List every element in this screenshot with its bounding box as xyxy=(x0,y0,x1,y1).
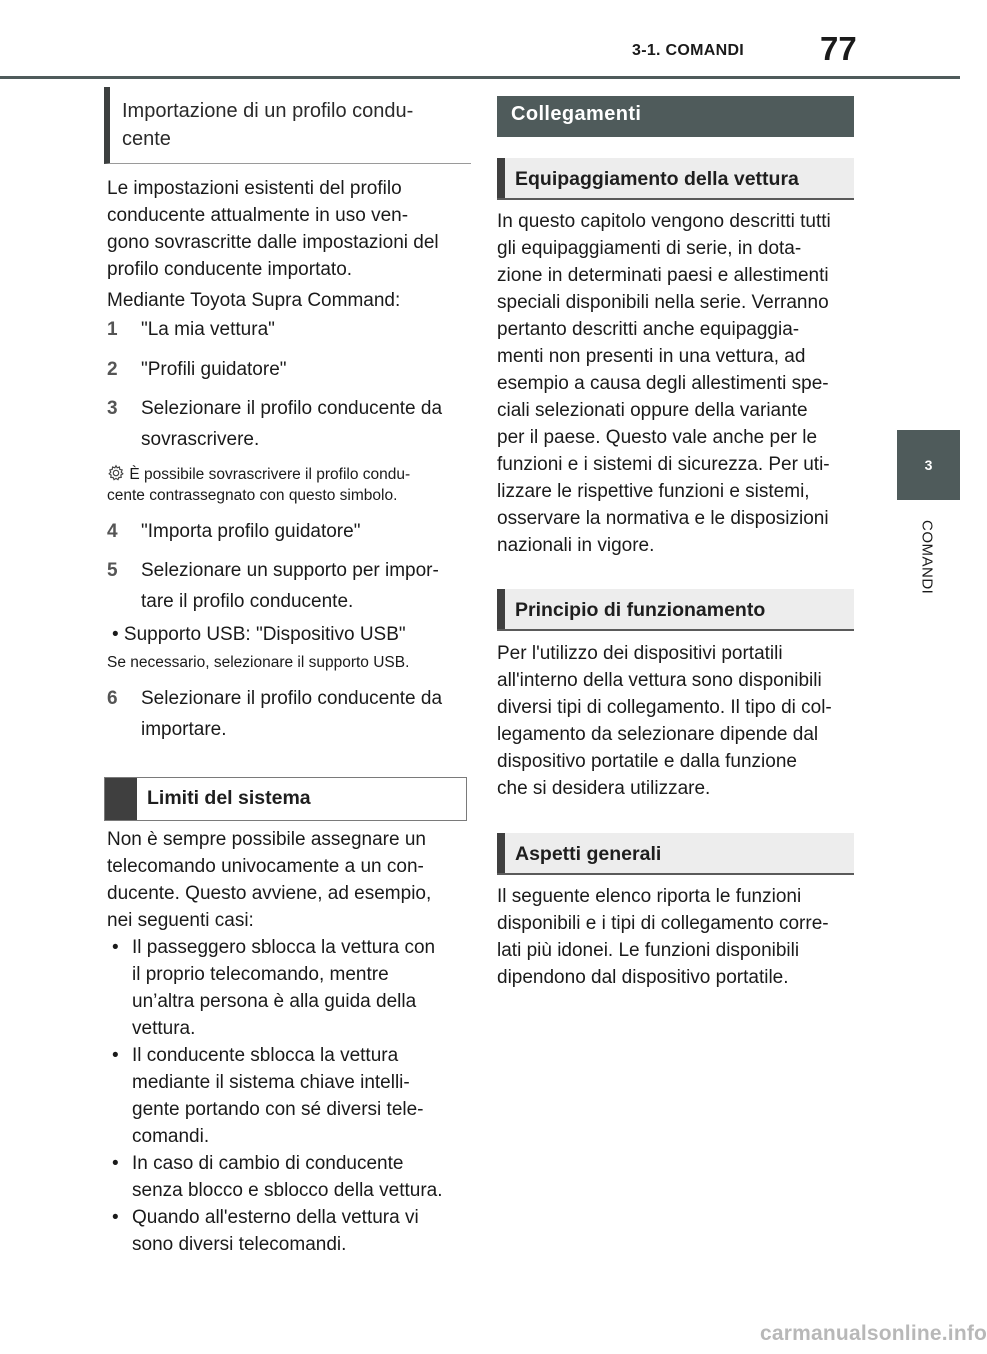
paragraph-line: dispositivo portatile e dalla funzione xyxy=(497,751,797,772)
collegamenti-heading xyxy=(497,96,854,137)
limits-heading xyxy=(104,777,467,821)
usb-bullet: • Supporto USB: "Dispositivo USB" xyxy=(112,624,406,645)
limits-line: Non è sempre possibile assegnare un xyxy=(107,829,426,850)
step-number: 1 xyxy=(107,319,118,340)
command-intro: Mediante Toyota Supra Command: xyxy=(107,290,401,311)
equip-heading-text: Equipaggiamento della vettura xyxy=(515,168,799,190)
list-item: • Quando all'esterno della vettura vi sono diversi telecomandi. xyxy=(112,1204,472,1258)
paragraph-line: Per l'utilizzo dei dispositivi portatili xyxy=(497,643,783,664)
paragraph-line: che si desidera utilizzare. xyxy=(497,778,711,799)
limits-line: telecomando univocamente a un con- xyxy=(107,856,424,877)
step-2 xyxy=(107,354,287,385)
bullet-line: il proprio telecomando, mentre xyxy=(132,964,389,985)
list-item: • In caso di cambio di conducente senza blocco e sblocco della vettura. xyxy=(112,1150,472,1204)
bullet-line: sono diversi telecomandi. xyxy=(132,1234,347,1255)
paragraph-line: In questo capitolo vengono descritti tutti xyxy=(497,211,831,232)
step-text: "Importa profilo guidatore" xyxy=(141,521,361,542)
limits-intro xyxy=(107,826,467,934)
step-number: 2 xyxy=(107,359,118,380)
principio-heading xyxy=(497,589,854,631)
limits-heading-text: Limiti del sistema xyxy=(147,787,311,809)
bullet-line: comandi. xyxy=(132,1126,210,1147)
limits-bullets xyxy=(112,934,472,1258)
heading-bar xyxy=(497,589,505,629)
step-number: 5 xyxy=(107,560,118,581)
intro-line: Le impostazioni esistenti del profilo xyxy=(107,178,402,199)
bullet-line: Quando all'esterno della vettura vi xyxy=(132,1207,419,1228)
paragraph-line: dipendono dal dispositivo portatile. xyxy=(497,967,789,988)
step-text: Selezionare un supporto per impor- tare il profilo conducente. xyxy=(141,560,439,612)
paragraph-line: zione in determinati paesi e allestimenti xyxy=(497,265,829,286)
paragraph-line: per il paese. Questo vale anche per le xyxy=(497,427,818,448)
overwrite-note xyxy=(107,464,467,506)
intro-line: gono sovrascritte dalle impostazioni del xyxy=(107,232,439,253)
paragraph-line: lizzare le rispettive funzioni e sistemi, xyxy=(497,481,810,502)
paragraph-line: diversi tipi di collegamento. Il tipo di col- xyxy=(497,697,832,718)
page-number: 77 xyxy=(820,30,857,67)
step-number: 6 xyxy=(107,688,118,709)
import-intro xyxy=(107,175,467,283)
intro-line: conducente attualmente in uso ven- xyxy=(107,205,409,226)
step-text: "La mia vettura" xyxy=(141,319,275,340)
section-title: 3-1. COMANDI xyxy=(632,42,745,59)
gear-icon xyxy=(107,464,125,482)
step-text: Selezionare il profilo conducente da importare. xyxy=(141,688,443,740)
limits-line: ducente. Questo avviene, ad esempio, xyxy=(107,883,432,904)
aspetti-heading-text: Aspetti generali xyxy=(515,843,662,865)
step-4 xyxy=(107,516,360,547)
paragraph-line: disponibili e i tipi di collegamento corre- xyxy=(497,913,829,934)
step-number: 3 xyxy=(107,398,118,419)
bullet-line: un’altra persona è alla guida della xyxy=(132,991,417,1012)
paragraph-line: funzioni e i sistemi di sicurezza. Per uti- xyxy=(497,454,830,475)
paragraph-line: esempio a causa degli allestimenti spe- xyxy=(497,373,829,394)
principio-paragraph xyxy=(497,640,857,802)
paragraph-line: osservare la normativa e le disposizioni xyxy=(497,508,829,529)
heading-bar xyxy=(105,778,137,820)
bullet-line: gente portando con sé diversi tele- xyxy=(132,1099,424,1120)
list-item: • Il conducente sblocca la vettura mediante il sistema chiave intelli- gente portando con sé diversi tele- comandi. xyxy=(112,1042,472,1150)
chapter-side-label-text: COMANDI xyxy=(918,520,936,595)
bullet-line: Il conducente sblocca la vettura xyxy=(132,1045,399,1066)
equip-paragraph xyxy=(497,208,857,559)
paragraph-line: Il seguente elenco riporta le funzioni xyxy=(497,886,802,907)
header-divider xyxy=(0,76,960,79)
chapter-side-label xyxy=(892,520,962,640)
intro-line: profilo conducente importato. xyxy=(107,259,353,280)
bullet-line: senza blocco e sblocco della vettura. xyxy=(132,1180,443,1201)
limits-line: nei seguenti casi: xyxy=(107,910,254,931)
watermark: carmanualsonline.info xyxy=(760,1322,987,1345)
step-number: 4 xyxy=(107,521,118,542)
chapter-tab: 3 xyxy=(897,430,960,500)
paragraph-line: gli equipaggiamenti di serie, in dota- xyxy=(497,238,802,259)
step-1 xyxy=(107,314,275,345)
heading-bar xyxy=(497,158,505,198)
bullet-line: In caso di cambio di conducente xyxy=(132,1153,404,1174)
import-profile-heading xyxy=(104,87,471,164)
step-text: "Profili guidatore" xyxy=(141,359,287,380)
paragraph-line: nazionali in vigore. xyxy=(497,535,655,556)
paragraph-line: pertanto descritti anche equipaggia- xyxy=(497,319,800,340)
usb-note: Se necessario, selezionare il supporto USB. xyxy=(107,654,410,671)
paragraph-line: ciali selezionati oppure della variante xyxy=(497,400,808,421)
paragraph-line: speciali disponibili nella serie. Verranno xyxy=(497,292,829,313)
equip-heading xyxy=(497,158,854,200)
paragraph-line: all'interno della vettura sono disponibili xyxy=(497,670,822,691)
list-item: • Il passeggero sblocca la vettura con il proprio telecomando, mentre un’altra persona è alla guida della vettura. xyxy=(112,934,472,1042)
paragraph-line: menti non presenti in una vettura, ad xyxy=(497,346,806,367)
principio-heading-text: Principio di funzionamento xyxy=(515,599,766,621)
bullet-line: mediante il sistema chiave intelli- xyxy=(132,1072,410,1093)
import-profile-heading-text: Importazione di un profilo condu- cente xyxy=(122,100,414,150)
step-text: Selezionare il profilo conducente da sovrascrivere. xyxy=(141,398,443,450)
bullet-line: vettura. xyxy=(132,1018,196,1039)
step-5 xyxy=(107,555,471,612)
note-text: È possibile sovrascrivere il profilo condu- xyxy=(129,466,411,483)
step-3 xyxy=(107,393,471,450)
aspetti-heading xyxy=(497,833,854,875)
collegamenti-heading-text: Collegamenti xyxy=(511,103,642,125)
heading-bar xyxy=(497,833,505,873)
bullet-line: Il passeggero sblocca la vettura con xyxy=(132,937,436,958)
paragraph-line: legamento da selezionare dipende dal xyxy=(497,724,819,745)
paragraph-line: lati più idonei. Le funzioni disponibili xyxy=(497,940,800,961)
aspetti-paragraph xyxy=(497,883,857,991)
note-text: cente contrassegnato con questo simbolo. xyxy=(107,487,398,504)
step-6 xyxy=(107,683,471,740)
